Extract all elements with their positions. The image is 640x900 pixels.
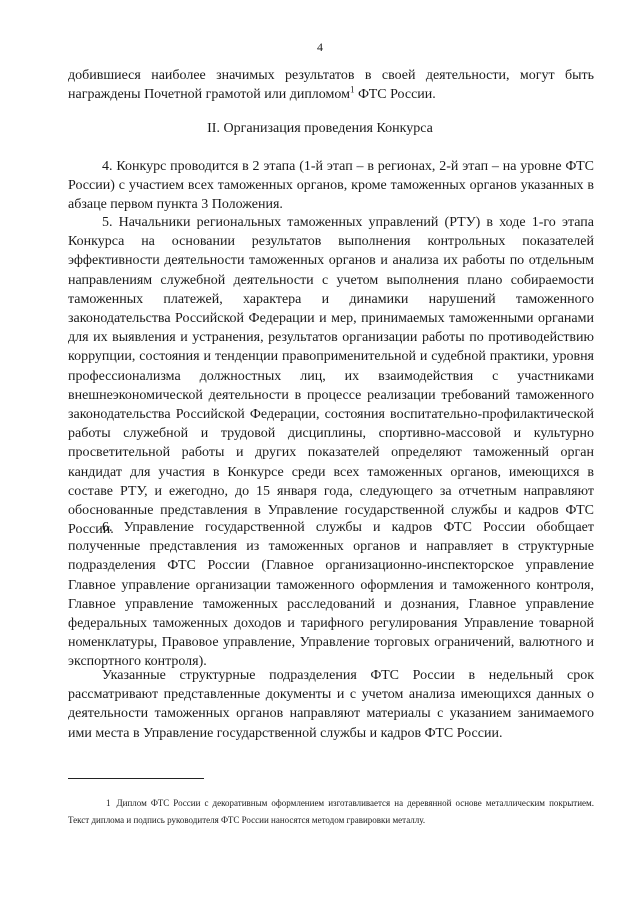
footnote <box>68 795 594 828</box>
footnote-divider <box>68 778 204 779</box>
intro-paragraph <box>68 66 594 104</box>
page-number: 4 <box>317 40 323 54</box>
paragraph-7: Указанные структурные подразделения ФТС России в недельный срок рассматривают представленные документы и с учетом анализа имеющихся данных о деятельности таможенных органов направляют материалы с указанием занимаемого ими места в Управление государственной службы и кадров ФТС России. <box>68 668 594 741</box>
footnote-mark: 1 <box>106 798 111 808</box>
intro-text: добившиеся наиболее значимых результатов в своей деятельности, могут быть награждены Почетной грамотой или дипломом <box>68 68 594 103</box>
intro-tail: ФТС России. <box>354 87 436 103</box>
paragraph-6: 6. Управление государственной службы и кадров ФТС России обобщает полученные представления из таможенных органов и направляет в структурные подразделения ФТС России (Главное организационно-инспекторское управление Главное управление организации таможенного оформления и таможенного контроля, Главное управление таможенных расследований и дознания, Главное управление федеральных таможенных доходов и тарифного регулирования Управление товарной номенклатуры, Правовое управление, Управление торговых ограничений, валютного и экспортного контроля). <box>68 520 594 670</box>
paragraph-5: 5. Начальники региональных таможенных управлений (РТУ) в ходе 1-го этапа Конкурса на основании результатов выполнения контрольных показателей эффективности деятельности таможенных органов и анализа их работы по отдельным направлениям служебной деятельности с учетом выполнения плано собираемости таможенных платежей, характера и динамики нарушений таможенного законодательства Российской Федерации и мер, принимаемых таможенными органами для их выявления и устранения, результатов организации работы по противодействию коррупции, состояния и тенденции правоприменительной и судебной практики, уровня профессионализма должностных лиц, их взаимодействия с участниками внешнеэкономической деятельности в процессе реализации требований таможенного законодательства Российской Федерации, состояния воспитательно-профилактической работы служебной и трудовой дисциплины, спортивно-массовой и культурно просветительной работы и других показателей определяют таможенный орган кандидат для участия в Конкурсе среди всех таможенных органов, имеющихся в составе РТУ, и ежегодно, до 15 января года, следующего за отчетным направляют обоснованные представления в Управление государственной службы и кадров ФТС России. <box>68 215 594 538</box>
section-heading: II. Организация проведения Конкурса <box>207 121 433 136</box>
footnote-text: Диплом ФТС России с декоративным оформлением изготавливается на деревянной основе металлическим покрытием. Текст диплома и подпись руководителя ФТС России наносятся методом гравировки металлу. <box>68 798 594 825</box>
footnote-reference[interactable]: 1 <box>349 84 355 95</box>
paragraph-4: 4. Конкурс проводится в 2 этапа (1-й этап – в регионах, 2-й этап – на уровне ФТС России) с участием всех таможенных органов, кроме таможенных органов указанных в абзаце первом пункта 3 Положения. <box>68 159 594 213</box>
